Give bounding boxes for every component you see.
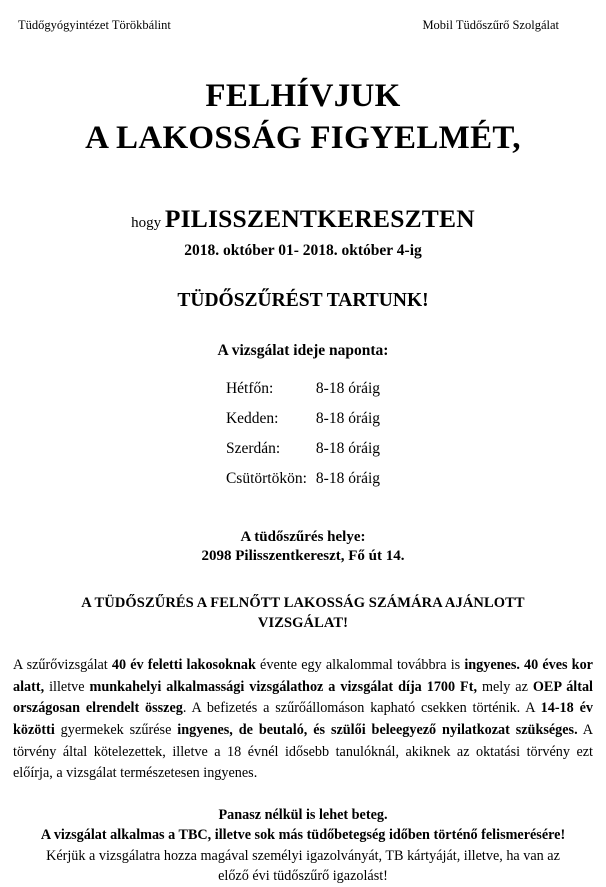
- body-segment-bold: ingyenes, de beutaló, és szülői beleegyező nyilatkozat szükséges.: [177, 721, 578, 738]
- schedule-time: 8-18 óráig: [315, 409, 381, 427]
- venue-label: A tüdőszűrés helye:: [240, 528, 366, 545]
- page-title-line-2: A LAKOSSÁG FIGYELMÉT,: [85, 120, 521, 157]
- date-range: 2018. október 01- 2018. október 4-ig: [184, 241, 422, 259]
- body-segment-bold: munkahelyi alkalmassági vizsgálathoz a vizsgálat díja 1700 Ft,: [89, 678, 477, 695]
- page-title: [10, 75, 596, 159]
- body-segment: gyermekek szűrése: [54, 721, 178, 738]
- footer-line-3: Kérjük a vizsgálatra hozza magával személyi igazolványát, TB kártyáját, illetve, ha van az: [46, 847, 560, 864]
- schedule-day: Csütörtökön:: [225, 469, 307, 487]
- body-segment-bold: ingyenes. 40 éves kor alatt,: [13, 657, 593, 695]
- table-row: [226, 434, 380, 464]
- screening-headline: TÜDŐSZŰRÉST TARTUNK!: [177, 289, 429, 311]
- body-segment: . A befizetés a szűrőállomáson kapható csekken történik. A: [182, 700, 541, 717]
- place-and-date: [10, 205, 596, 259]
- venue-block: [10, 528, 596, 568]
- schedule-day: Szerdán:: [225, 439, 281, 457]
- schedule-time: 8-18 óráig: [315, 439, 381, 457]
- footer-line-4: előző évi tüdőszűrő igazolást!: [218, 868, 388, 885]
- footer-line-2: A vizsgálat alkalmas a TBC, illetve sok más tüdőbetegség időben történő felismerésére!: [40, 827, 566, 844]
- body-segment: A szűrővizsgálat: [13, 657, 112, 674]
- place-prefix: hogy: [131, 215, 162, 232]
- footer-notice: [10, 805, 596, 887]
- body-segment: évente egy alkalommal továbbra is: [255, 657, 465, 674]
- body-segment-bold: OEP által országosan elrendelt összeg: [13, 678, 593, 717]
- body-segment-bold: 14-18 év közötti: [13, 700, 593, 738]
- letterhead-service: Mobil Tüdőszűrő Szolgálat: [422, 18, 559, 32]
- table-row: [226, 404, 380, 434]
- table-row: [226, 374, 380, 404]
- schedule-title: A vizsgálat ideje naponta:: [217, 341, 389, 359]
- body-segment-bold: 40 év feletti lakosoknak: [111, 657, 256, 674]
- schedule-table: [226, 374, 380, 494]
- recommendation-line-2: VIZSGÁLAT!: [257, 614, 349, 631]
- venue-address: 2098 Pilisszentkereszt, Fő út 14.: [201, 548, 405, 565]
- letterhead-institution: Tüdőgyógyintézet Törökbálint: [18, 18, 171, 32]
- page-title-line-1: FELHÍVJUK: [205, 78, 401, 114]
- body-segment: illetve: [44, 678, 90, 695]
- recommendation-heading: [10, 594, 596, 633]
- place-town: PILISSZENTKERESZTEN: [164, 204, 475, 234]
- place-line: [10, 205, 596, 233]
- body-segment: A törvény által kötelezettek, illetve a 18 évnél idősebb tanulóknál, akiknek az oktatási törvény ezt előírja, a vizsgálat természetesen ingyenes.: [13, 721, 593, 782]
- body-paragraph: [10, 655, 596, 784]
- body-segment: mely az: [477, 678, 533, 695]
- schedule-time: 8-18 óráig: [315, 379, 381, 397]
- schedule-time: 8-18 óráig: [315, 469, 381, 487]
- table-row: [226, 464, 380, 494]
- footer-line-1: Panasz nélkül is lehet beteg.: [218, 806, 388, 823]
- schedule-day: Kedden:: [225, 409, 279, 427]
- letterhead: [10, 0, 596, 33]
- recommendation-line-1: A TÜDŐSZŰRÉS A FELNŐTT LAKOSSÁG SZÁMÁRA AJÁNLOTT: [81, 595, 525, 612]
- schedule-day: Hétfőn:: [225, 379, 274, 397]
